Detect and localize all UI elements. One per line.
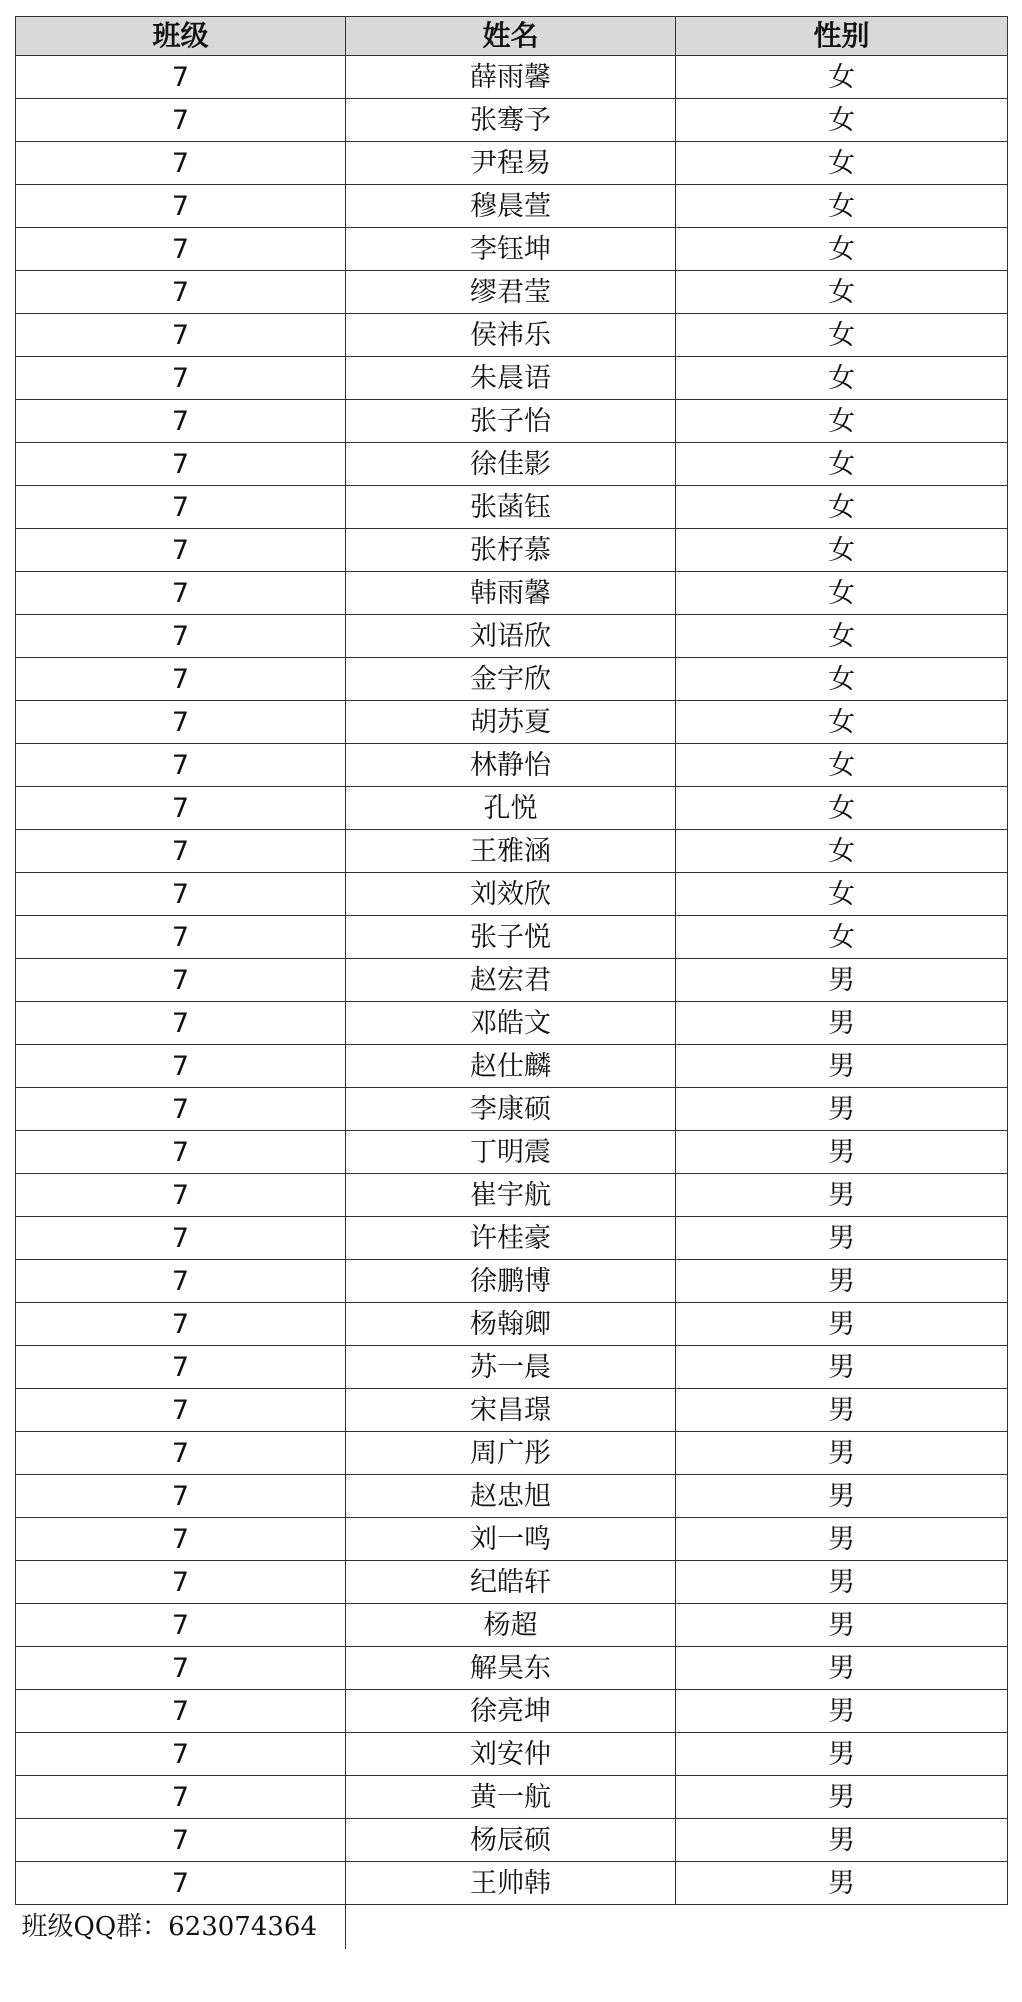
cell-class[interactable]: 7 [16, 744, 346, 787]
cell-class[interactable]: 7 [16, 572, 346, 615]
cell-class[interactable]: 7 [16, 1518, 346, 1561]
table-row [16, 1346, 1008, 1389]
cell-class[interactable]: 7 [16, 185, 346, 228]
footer-blank-cell[interactable] [346, 1905, 1008, 1950]
table-row [16, 1217, 1008, 1260]
cell-class[interactable]: 7 [16, 228, 346, 271]
cell-class[interactable]: 7 [16, 959, 346, 1002]
cell-class[interactable]: 7 [16, 1690, 346, 1733]
cell-name[interactable]: 张子悦 [346, 916, 676, 959]
cell-name[interactable]: 苏一晨 [346, 1346, 676, 1389]
cell-gender[interactable]: 女 [676, 185, 1008, 228]
cell-name[interactable]: 赵忠旭 [346, 1475, 676, 1518]
cell-gender[interactable]: 男 [676, 1217, 1008, 1260]
cell-gender[interactable]: 女 [676, 400, 1008, 443]
table-row [16, 1002, 1008, 1045]
cell-class[interactable]: 7 [16, 1346, 346, 1389]
table-row [16, 1432, 1008, 1475]
header-name[interactable]: 姓名 [346, 17, 676, 56]
cell-class[interactable]: 7 [16, 1561, 346, 1604]
cell-name[interactable]: 杨辰硕 [346, 1819, 676, 1862]
header-gender[interactable]: 性别 [676, 17, 1008, 56]
cell-class[interactable]: 7 [16, 271, 346, 314]
header-row [16, 17, 1008, 56]
cell-class[interactable]: 7 [16, 615, 346, 658]
cell-name[interactable]: 张杍慕 [346, 529, 676, 572]
table-row [16, 1088, 1008, 1131]
cell-name[interactable]: 宋昌璟 [346, 1389, 676, 1432]
cell-class[interactable]: 7 [16, 873, 346, 916]
cell-name[interactable]: 李康硕 [346, 1088, 676, 1131]
table-row [16, 1475, 1008, 1518]
cell-gender[interactable]: 男 [676, 1733, 1008, 1776]
table-row [16, 615, 1008, 658]
cell-gender[interactable]: 男 [676, 1303, 1008, 1346]
cell-name[interactable]: 赵仕麟 [346, 1045, 676, 1088]
table-row [16, 1389, 1008, 1432]
cell-gender[interactable]: 女 [676, 486, 1008, 529]
cell-name[interactable]: 丁明震 [346, 1131, 676, 1174]
cell-name[interactable]: 张菡钰 [346, 486, 676, 529]
cell-gender[interactable]: 男 [676, 1002, 1008, 1045]
cell-gender[interactable]: 男 [676, 1819, 1008, 1862]
cell-name[interactable]: 杨翰卿 [346, 1303, 676, 1346]
cell-class[interactable]: 7 [16, 1045, 346, 1088]
table-row [16, 1303, 1008, 1346]
cell-name[interactable]: 王雅涵 [346, 830, 676, 873]
cell-class[interactable]: 7 [16, 1260, 346, 1303]
cell-gender[interactable]: 男 [676, 1647, 1008, 1690]
cell-gender[interactable]: 男 [676, 1432, 1008, 1475]
cell-name[interactable]: 王帅韩 [346, 1862, 676, 1905]
table-row [16, 99, 1008, 142]
cell-name[interactable]: 赵宏君 [346, 959, 676, 1002]
cell-name[interactable]: 胡苏夏 [346, 701, 676, 744]
cell-gender[interactable]: 女 [676, 658, 1008, 701]
cell-gender[interactable]: 男 [676, 1604, 1008, 1647]
cell-class[interactable]: 7 [16, 1131, 346, 1174]
cell-name[interactable]: 薛雨馨 [346, 56, 676, 99]
cell-gender[interactable]: 男 [676, 1561, 1008, 1604]
cell-name[interactable]: 纪皓轩 [346, 1561, 676, 1604]
cell-gender[interactable]: 女 [676, 142, 1008, 185]
table-row [16, 873, 1008, 916]
cell-class[interactable]: 7 [16, 1174, 346, 1217]
cell-gender[interactable]: 男 [676, 1389, 1008, 1432]
table-row [16, 1174, 1008, 1217]
table-row [16, 1776, 1008, 1819]
cell-gender[interactable]: 女 [676, 56, 1008, 99]
cell-name[interactable]: 张骞予 [346, 99, 676, 142]
cell-name[interactable]: 刘效欣 [346, 873, 676, 916]
cell-class[interactable]: 7 [16, 1647, 346, 1690]
cell-class[interactable]: 7 [16, 529, 346, 572]
cell-gender[interactable]: 女 [676, 99, 1008, 142]
cell-gender[interactable]: 女 [676, 443, 1008, 486]
table-row [16, 744, 1008, 787]
cell-class[interactable]: 7 [16, 1776, 346, 1819]
cell-gender[interactable]: 男 [676, 1690, 1008, 1733]
cell-gender[interactable]: 女 [676, 357, 1008, 400]
table-row [16, 1561, 1008, 1604]
cell-gender[interactable]: 女 [676, 271, 1008, 314]
table-row [16, 830, 1008, 873]
cell-class[interactable]: 7 [16, 1604, 346, 1647]
cell-name[interactable]: 徐亮坤 [346, 1690, 676, 1733]
cell-class[interactable]: 7 [16, 314, 346, 357]
table-row [16, 1131, 1008, 1174]
cell-gender[interactable]: 女 [676, 615, 1008, 658]
cell-class[interactable]: 7 [16, 99, 346, 142]
cell-gender[interactable]: 男 [676, 1475, 1008, 1518]
cell-class[interactable]: 7 [16, 1303, 346, 1346]
cell-gender[interactable]: 男 [676, 1045, 1008, 1088]
table-row [16, 271, 1008, 314]
table-row [16, 916, 1008, 959]
table-row [16, 1690, 1008, 1733]
cell-name[interactable]: 李钰坤 [346, 228, 676, 271]
table-row [16, 1647, 1008, 1690]
cell-name[interactable]: 徐鹏博 [346, 1260, 676, 1303]
cell-name[interactable]: 黄一航 [346, 1776, 676, 1819]
table-row [16, 1819, 1008, 1862]
table-row [16, 1518, 1008, 1561]
cell-gender[interactable]: 女 [676, 701, 1008, 744]
cell-class[interactable]: 7 [16, 701, 346, 744]
table-row [16, 314, 1008, 357]
table-row [16, 701, 1008, 744]
table-row [16, 572, 1008, 615]
cell-class[interactable]: 7 [16, 658, 346, 701]
cell-gender[interactable]: 男 [676, 1131, 1008, 1174]
table-row [16, 1045, 1008, 1088]
cell-class[interactable]: 7 [16, 1475, 346, 1518]
table-row [16, 1733, 1008, 1776]
cell-name[interactable]: 许桂豪 [346, 1217, 676, 1260]
cell-gender[interactable]: 女 [676, 572, 1008, 615]
cell-name[interactable]: 韩雨馨 [346, 572, 676, 615]
cell-class[interactable]: 7 [16, 1217, 346, 1260]
cell-name[interactable]: 崔宇航 [346, 1174, 676, 1217]
table-row [16, 228, 1008, 271]
cell-class[interactable]: 7 [16, 1432, 346, 1475]
table-row [16, 1260, 1008, 1303]
cell-gender[interactable]: 男 [676, 959, 1008, 1002]
table-row [16, 1862, 1008, 1905]
table-row [16, 658, 1008, 701]
cell-gender[interactable]: 男 [676, 1088, 1008, 1131]
cell-gender[interactable]: 女 [676, 787, 1008, 830]
cell-gender[interactable]: 男 [676, 1518, 1008, 1561]
cell-class[interactable]: 7 [16, 56, 346, 99]
cell-gender[interactable]: 女 [676, 830, 1008, 873]
table-row [16, 1604, 1008, 1647]
cell-name[interactable]: 林静怡 [346, 744, 676, 787]
cell-name[interactable]: 周广彤 [346, 1432, 676, 1475]
cell-gender[interactable]: 男 [676, 1776, 1008, 1819]
cell-name[interactable]: 刘一鸣 [346, 1518, 676, 1561]
cell-name[interactable]: 孔悦 [346, 787, 676, 830]
cell-class[interactable]: 7 [16, 400, 346, 443]
cell-class[interactable]: 7 [16, 1389, 346, 1432]
cell-gender[interactable]: 女 [676, 314, 1008, 357]
cell-class[interactable]: 7 [16, 142, 346, 185]
cell-class[interactable]: 7 [16, 787, 346, 830]
cell-gender[interactable]: 女 [676, 529, 1008, 572]
cell-class[interactable]: 7 [16, 1862, 346, 1905]
cell-gender[interactable]: 男 [676, 1260, 1008, 1303]
cell-name[interactable]: 穆晨萱 [346, 185, 676, 228]
cell-class[interactable]: 7 [16, 1733, 346, 1776]
cell-gender[interactable]: 女 [676, 228, 1008, 271]
cell-name[interactable]: 缪君莹 [346, 271, 676, 314]
cell-gender[interactable]: 男 [676, 1174, 1008, 1217]
table-row [16, 529, 1008, 572]
cell-name[interactable]: 尹程易 [346, 142, 676, 185]
table-row [16, 56, 1008, 99]
cell-class[interactable]: 7 [16, 443, 346, 486]
footer-row [16, 1905, 1008, 1950]
table-row [16, 443, 1008, 486]
cell-class[interactable]: 7 [16, 830, 346, 873]
cell-name[interactable]: 徐佳影 [346, 443, 676, 486]
cell-name[interactable]: 张子怡 [346, 400, 676, 443]
cell-gender[interactable]: 女 [676, 744, 1008, 787]
table-row [16, 959, 1008, 1002]
cell-gender[interactable]: 男 [676, 1862, 1008, 1905]
cell-name[interactable]: 解昊东 [346, 1647, 676, 1690]
cell-name[interactable]: 杨超 [346, 1604, 676, 1647]
table-row [16, 486, 1008, 529]
cell-class[interactable]: 7 [16, 486, 346, 529]
cell-name[interactable]: 刘语欣 [346, 615, 676, 658]
cell-gender[interactable]: 女 [676, 916, 1008, 959]
cell-class[interactable]: 7 [16, 1819, 346, 1862]
table-row [16, 142, 1008, 185]
student-roster-table [15, 16, 1008, 1949]
table-row [16, 400, 1008, 443]
cell-name[interactable]: 刘安仲 [346, 1733, 676, 1776]
cell-class[interactable]: 7 [16, 1002, 346, 1045]
cell-gender[interactable]: 男 [676, 1346, 1008, 1389]
cell-gender[interactable]: 女 [676, 873, 1008, 916]
table-row [16, 787, 1008, 830]
cell-name[interactable]: 邓皓文 [346, 1002, 676, 1045]
cell-class[interactable]: 7 [16, 916, 346, 959]
table-row [16, 185, 1008, 228]
cell-class[interactable]: 7 [16, 357, 346, 400]
cell-class[interactable]: 7 [16, 1088, 346, 1131]
cell-name[interactable]: 朱晨语 [346, 357, 676, 400]
cell-name[interactable]: 侯祎乐 [346, 314, 676, 357]
qq-group-note[interactable]: 班级QQ群：623074364 [16, 1905, 346, 1950]
roster-body [16, 56, 1008, 1905]
table-row [16, 357, 1008, 400]
cell-name[interactable]: 金宇欣 [346, 658, 676, 701]
header-class[interactable]: 班级 [16, 17, 346, 56]
